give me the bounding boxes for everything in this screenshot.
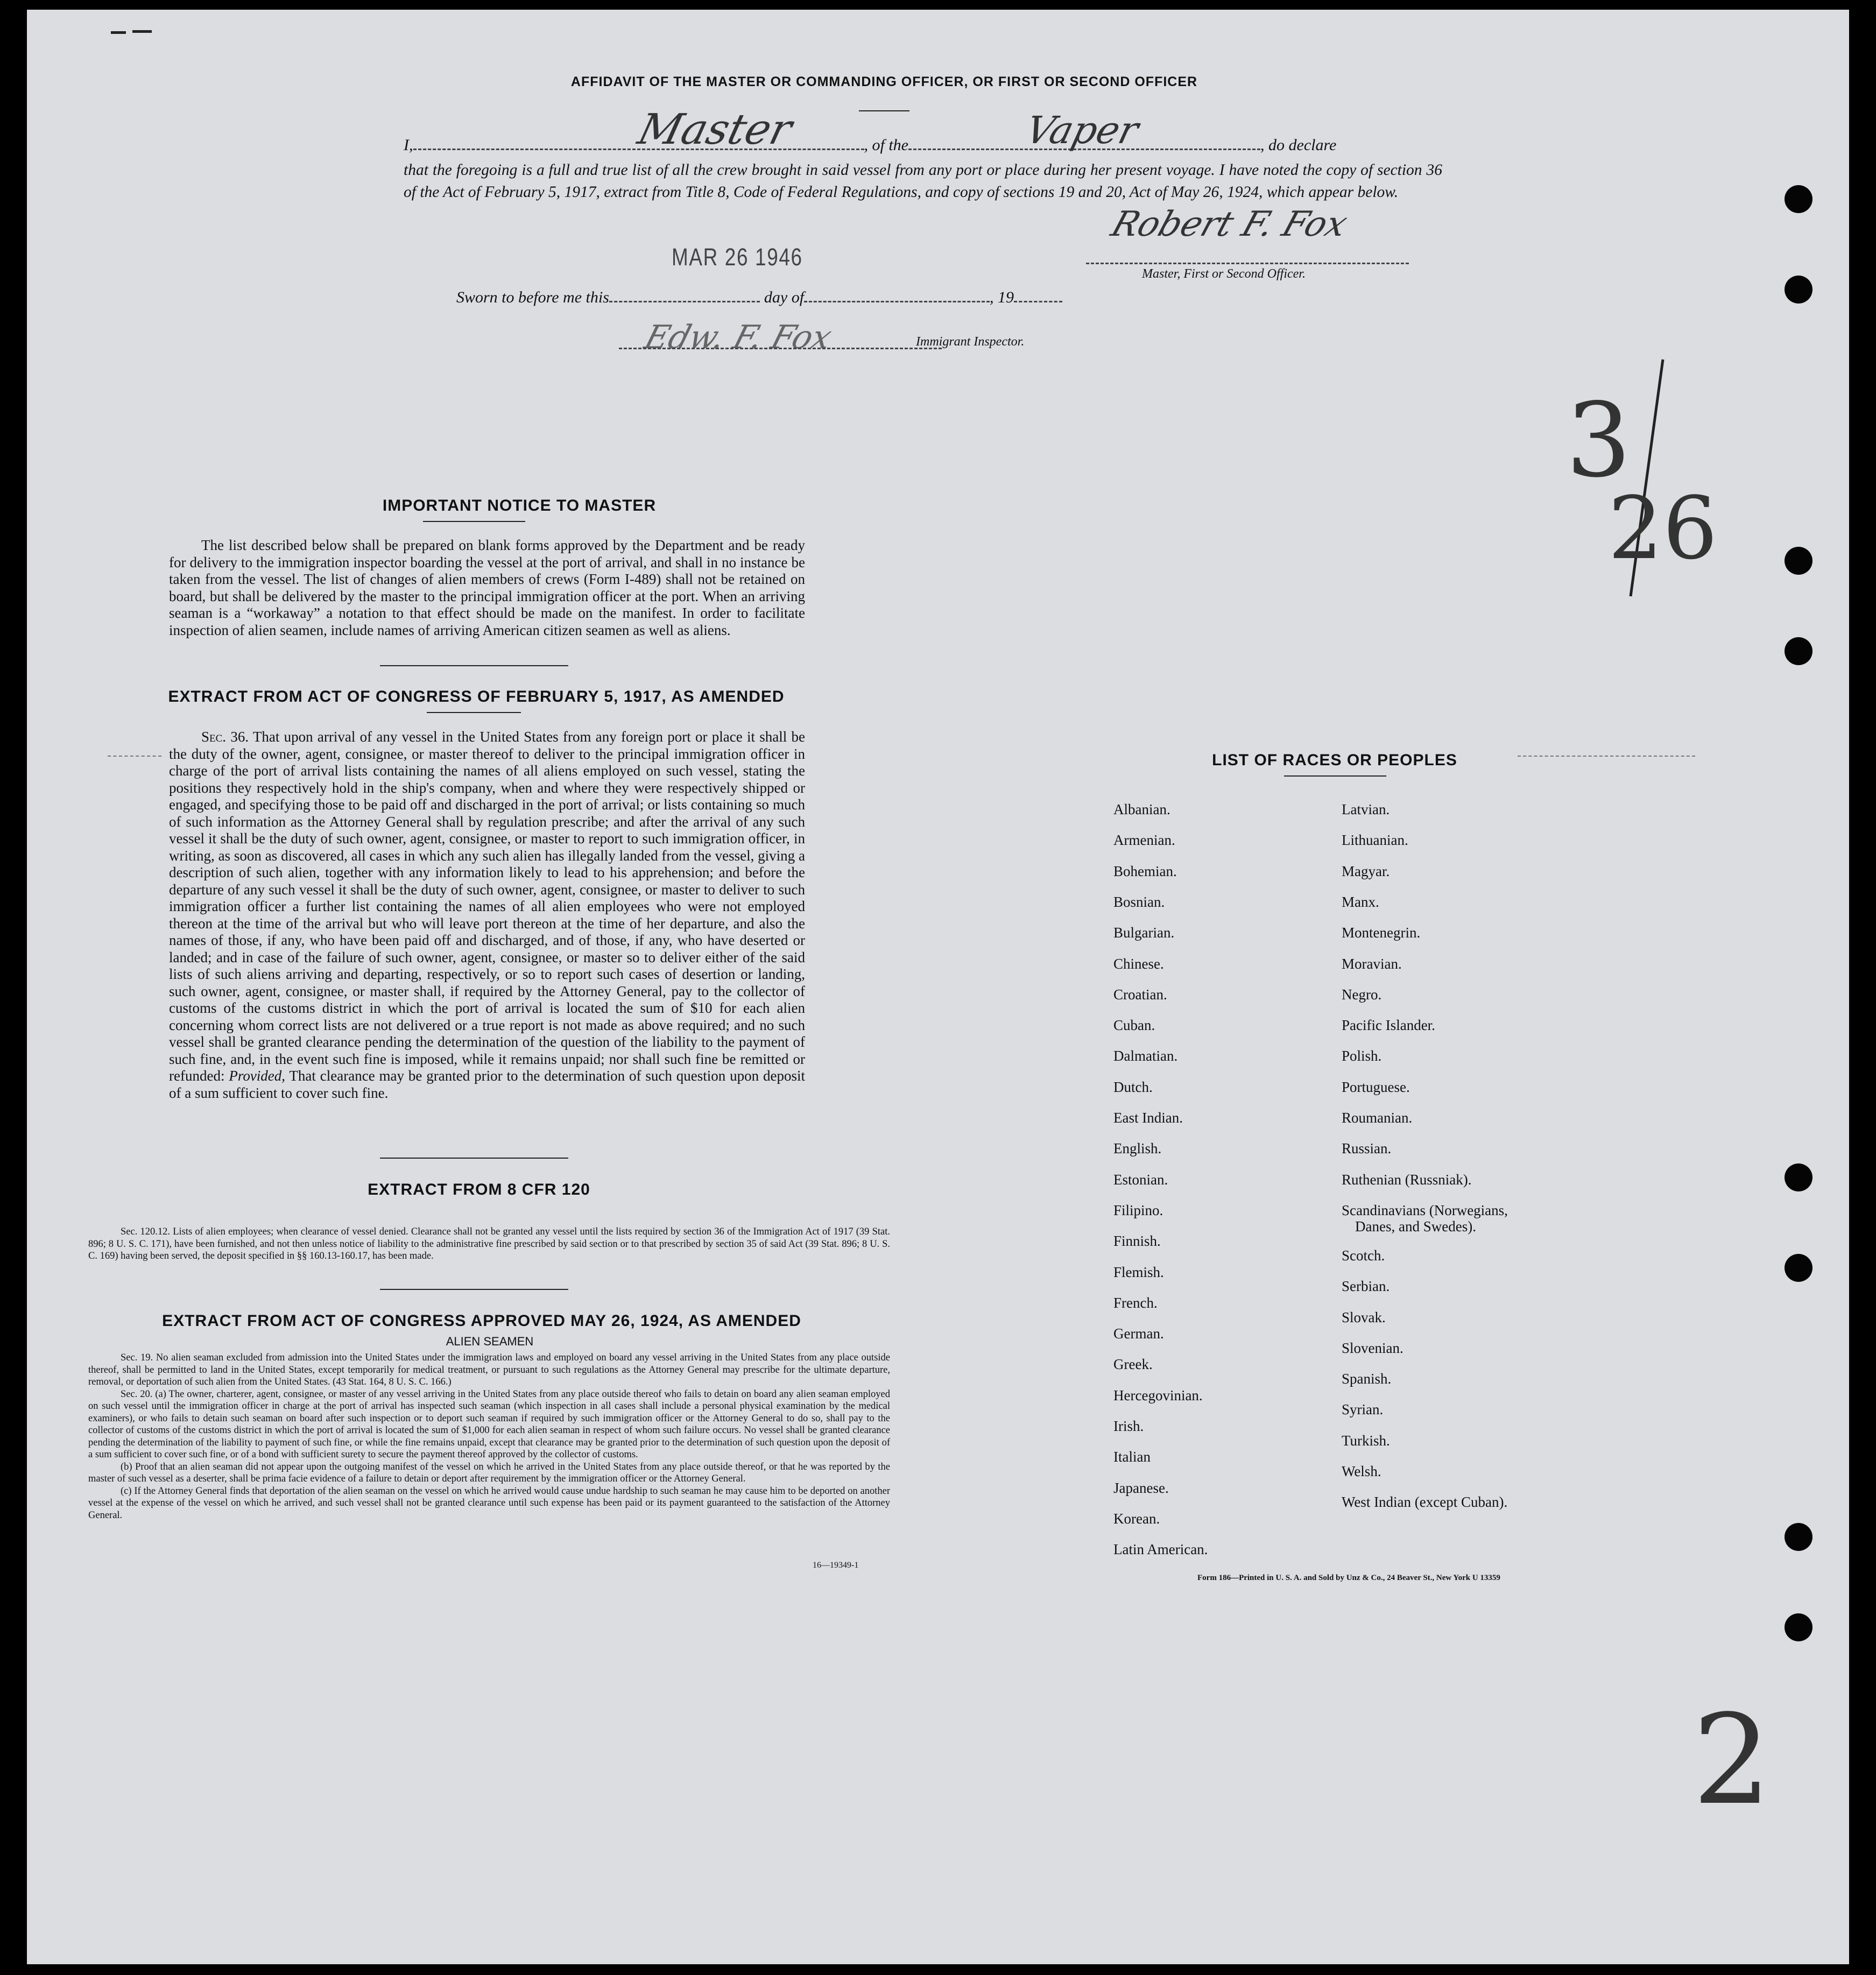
day-of-label: day of bbox=[764, 288, 805, 306]
sec-20c-paragraph: (c) If the Attorney General finds that deportation of the alien seaman on the vessel on which he arrived would cause undue hardship to such seaman he may cause him to be deported on another vessel at the expense of the vessel on which he arrived, and such vessel shall not be granted clearance until such expense has been paid or its payment guaranteed to the satisfaction of the Attorney General. bbox=[88, 1485, 890, 1521]
notice-heading: IMPORTANT NOTICE TO MASTER bbox=[382, 497, 657, 514]
handwritten-master-name: Master bbox=[633, 105, 797, 154]
race-item: Turkish. bbox=[1342, 1432, 1390, 1449]
extract-1917-end-rule bbox=[380, 1158, 568, 1159]
race-item: Lithuanian. bbox=[1342, 832, 1408, 849]
scan-mark bbox=[132, 30, 152, 33]
sworn-line bbox=[456, 288, 1118, 307]
date-stamp: MAR 26 1946 bbox=[672, 243, 803, 271]
binder-hole bbox=[1785, 1613, 1812, 1641]
race-item: Cuban. bbox=[1113, 1017, 1155, 1034]
race-item: Portuguese. bbox=[1342, 1078, 1410, 1095]
do-declare-label: , do declare bbox=[1260, 136, 1337, 154]
cfr-end-rule bbox=[380, 1289, 568, 1290]
handwritten-fraction-numerator: 3 bbox=[1566, 381, 1631, 500]
extract-1924-body bbox=[88, 1352, 890, 1521]
race-item: Greek. bbox=[1113, 1356, 1153, 1373]
cfr-body: Sec. 120.12. Lists of alien employees; when clearance of vessel denied. Clearance shall not be granted any vessel until the lists required by section 36 of the Immigration Act of 1917 (39 Stat. 896; 8 U. S. C. 171), have been furnished, and not then unless notice of liability to the administrative fine prescribed by said section or to that prescribed by section 35 of said Act (39 Stat. 896; 8 U. S. C. 169) having been served, the deposit specified in §§ 160.13-160.17, has been made. bbox=[88, 1226, 890, 1261]
extract-1917-divider bbox=[427, 712, 521, 713]
race-item: Irish. bbox=[1113, 1418, 1144, 1434]
race-item: Albanian. bbox=[1113, 801, 1170, 817]
race-item: Bohemian. bbox=[1113, 863, 1177, 879]
race-item: German. bbox=[1113, 1325, 1164, 1342]
sworn-year-field bbox=[1014, 301, 1062, 302]
race-item: Croatian. bbox=[1113, 986, 1167, 1003]
handwritten-fraction-denominator: 26 bbox=[1608, 478, 1718, 579]
sec-19-paragraph: Sec. 19. No alien seaman excluded from admission into the United States under the immigration laws and employed on board any vessel arriving in the United States from any place outside thereof, shall be permitted to land in the United States, except temporarily for medical treatment, or pursuant to such regulations as the Attorney General may prescribe for the ultimate departure, removal, or deportation of such alien from the United States. (43 Stat. 164, 8 U. S. C. 166.) bbox=[88, 1352, 890, 1387]
race-item: Flemish. bbox=[1113, 1264, 1164, 1280]
race-item: Chinese. bbox=[1113, 955, 1164, 972]
race-item: Welsh. bbox=[1342, 1463, 1381, 1479]
race-item: Manx. bbox=[1342, 893, 1379, 910]
extract-1917-body bbox=[169, 729, 805, 1102]
race-item: Bulgarian. bbox=[1113, 925, 1175, 941]
race-item: Magyar. bbox=[1342, 863, 1390, 879]
binder-hole bbox=[1785, 276, 1812, 304]
race-item: Russian. bbox=[1342, 1140, 1392, 1157]
binder-hole bbox=[1785, 1523, 1812, 1551]
race-item: Montenegrin. bbox=[1342, 925, 1421, 941]
race-item: Slovenian. bbox=[1342, 1339, 1404, 1356]
race-item: Japanese. bbox=[1113, 1479, 1169, 1496]
sec-20b-paragraph: (b) Proof that an alien seaman did not appear upon the outgoing manifest of the vessel on which he arrived in the United States from any place outside thereof, or that he was reported by the master of such vessel as a deserter, shall be prima facie evidence of a failure to detain or deport after requirement by the immigration officer or the Attorney General. bbox=[88, 1461, 890, 1484]
cfr-heading: EXTRACT FROM 8 CFR 120 bbox=[368, 1181, 590, 1198]
inspector-caption: Immigrant Inspector. bbox=[916, 335, 1025, 349]
race-item: East Indian. bbox=[1113, 1110, 1183, 1126]
race-item: Italian bbox=[1113, 1449, 1151, 1465]
race-item: Armenian. bbox=[1113, 832, 1175, 849]
race-item: Bosnian. bbox=[1113, 893, 1165, 910]
title-divider bbox=[859, 110, 909, 111]
race-item: Roumanian. bbox=[1342, 1110, 1413, 1126]
race-item: Filipino. bbox=[1113, 1202, 1163, 1218]
race-item: Latin American. bbox=[1113, 1541, 1208, 1558]
sworn-label: Sworn to before me this bbox=[456, 288, 609, 306]
races-divider bbox=[1284, 775, 1386, 777]
race-item: Latvian. bbox=[1342, 801, 1390, 817]
binder-hole bbox=[1785, 185, 1812, 213]
affidavit-body: that the foregoing is a full and true list of all the crew brought in said vessel from any port or place during her present voyage. I have noted the copy of section 36 of the Act of February 5, 1917, extract from Title 8, Code of Federal Regulations, and copy of sections 19 and 20, Act of May 26, 1924, which appear below. bbox=[404, 161, 1442, 201]
race-item: Ruthenian (Russniak). bbox=[1342, 1171, 1472, 1188]
sworn-month-field bbox=[804, 301, 990, 302]
race-item: Negro. bbox=[1342, 986, 1382, 1003]
race-item: Dutch. bbox=[1113, 1078, 1153, 1095]
race-item: Scandinavians (Norwegians, bbox=[1342, 1202, 1508, 1218]
inspector-signature: Edw. F. Fox bbox=[640, 319, 836, 356]
form-code: 16—19349-1 bbox=[813, 1561, 859, 1570]
extract-1924-heading: EXTRACT FROM ACT OF CONGRESS APPROVED MAY 26, 1924, AS AMENDED bbox=[162, 1312, 801, 1330]
handwritten-vessel-name: Vaper bbox=[1021, 108, 1143, 152]
race-item: Serbian. bbox=[1342, 1278, 1390, 1295]
sec-36-label: Sec. 36. bbox=[201, 729, 249, 745]
handwritten-page-number: 2 bbox=[1692, 1689, 1772, 1832]
master-signature: Robert F. Fox bbox=[1106, 204, 1352, 244]
provided-label: Provided, bbox=[229, 1068, 286, 1084]
race-item: Dalmatian. bbox=[1113, 1048, 1178, 1064]
race-item: French. bbox=[1113, 1294, 1158, 1311]
sworn-day-field bbox=[609, 301, 760, 302]
race-item: Moravian. bbox=[1342, 955, 1402, 972]
binder-hole bbox=[1785, 637, 1812, 665]
provided-text: That clearance may be granted prior to the determination of such question upon deposit of a sum sufficient to cover such fine. bbox=[169, 1068, 805, 1101]
extract-1924-subheading: ALIEN SEAMEN bbox=[446, 1335, 534, 1348]
signature-line bbox=[1086, 263, 1409, 264]
printer-line: Form 186—Printed in U. S. A. and Sold by Unz & Co., 24 Beaver St., New York U 13359 bbox=[1197, 1574, 1500, 1582]
notice-end-rule bbox=[380, 665, 568, 666]
document-page bbox=[27, 10, 1849, 1964]
binder-hole bbox=[1785, 1163, 1812, 1191]
signature-caption: Master, First or Second Officer. bbox=[1142, 267, 1306, 281]
sec-36-text: That upon arrival of any vessel in the United States from any foreign port or place it shall be the duty of the owner, agent, consignee, or master thereof to deliver to the principal immigration officer in charge of the port of arrival lists containing the names of all aliens employed on such vessel, stating the positions they respectively hold in the ship's company, when and where they were respectively shipped or engaged, and specifying those to be paid off and discharged in the port of arrival; or lists containing so much of such information as the Attorney General shall by regulation prescribe; and after the arrival of any such vessel it shall be the duty of such owner, agent, consignee, or master to report to such immigration officer, in writing, as soon as discovered, all cases in which any such alien has illegally landed from the vessel, giving a description of such alien, together with any information likely to lead to his apprehension; and before the departure of any such vessel it shall be the duty of such owner, agent, consignee, or master to deliver to such immigration officer a further list containing the names of all alien employees who were not employed thereon at the time of the arrival but who will leave port thereon at the time of her departure, and also the names of those, if any, who have been paid off and discharged, and of those, if any, who have deserted or landed; and in case of the failure of such owner, agent, consignee, or master so to deliver either of the said lists of such aliens arriving and departing, respectively, or so to report such cases of desertion or landing, such owner, agent, consignee, or master shall, if required by the Attorney General, pay to the collector of customs of the customs district in which the port of arrival is located the sum of $10 for each alien concerning whom correct lists are not delivered or a true report is not made as above required; and no such vessel shall be granted clearance pending the determination of the question of the liability to the payment of such fine, and, in the event such fine is imposed, while it remains unpaid; nor shall such fine be remitted or refunded: bbox=[169, 729, 806, 1084]
race-item: English. bbox=[1113, 1140, 1162, 1157]
race-item: West Indian (except Cuban). bbox=[1342, 1494, 1508, 1511]
race-item-continuation: Danes, and Swedes). bbox=[1355, 1218, 1476, 1235]
of-the-label: , of the bbox=[864, 136, 908, 154]
affidavit-title: AFFIDAVIT OF THE MASTER OR COMMANDING OFFICER, OR FIRST OR SECOND OFFICER bbox=[570, 74, 1198, 89]
race-item: Finnish. bbox=[1113, 1233, 1161, 1250]
declaration-line bbox=[404, 136, 1442, 154]
scan-mark bbox=[1518, 756, 1695, 757]
binder-hole bbox=[1785, 547, 1812, 575]
i-label: I, bbox=[404, 136, 413, 154]
race-item: Korean. bbox=[1113, 1510, 1160, 1527]
race-item: Slovak. bbox=[1342, 1309, 1386, 1325]
race-item: Estonian. bbox=[1113, 1171, 1168, 1188]
race-item: Polish. bbox=[1342, 1048, 1382, 1064]
scan-mark bbox=[111, 31, 126, 34]
race-item: Hercegovinian. bbox=[1113, 1387, 1203, 1403]
race-item: Pacific Islander. bbox=[1342, 1017, 1435, 1034]
notice-divider bbox=[423, 521, 525, 522]
sec-20a-paragraph: Sec. 20. (a) The owner, charterer, agent, consignee, or master of any vessel arriving in the United States from any place outside thereof who fails to detain on board any alien seaman employed on such vessel until the immigration officer in charge at the port of arrival has inspected such seaman (which inspection in all cases shall include a personal physical examination by the medical examiners), or who fails to detain such seaman on board after such inspection or to deport such seaman if required by such immigration officer or the Attorney General to do so, shall pay to the collector of customs of the customs district in which the port of arrival is located the sum of $1,000 for each alien seaman in respect of whom such failure occurs. No vessel shall be granted clearance pending the determination of the liability to payment of such fine, or while the fine remains unpaid, except that clearance may be granted prior to the determination of such question upon the deposit of a sum sufficient to cover such fine, or of a bond with sufficient surety to secure the payment thereof approved by the collector of customs. bbox=[88, 1388, 890, 1460]
race-item: Scotch. bbox=[1342, 1247, 1385, 1264]
extract-1917-heading: EXTRACT FROM ACT OF CONGRESS OF FEBRUARY 5, 1917, AS AMENDED bbox=[168, 688, 785, 706]
inspector-line bbox=[619, 348, 942, 349]
binder-hole bbox=[1785, 1254, 1812, 1282]
race-item: Syrian. bbox=[1342, 1401, 1384, 1418]
notice-body: The list described below shall be prepared on blank forms approved by the Department and be ready for delivery to the immigration inspector boarding the vessel at the port of arrival, and shall in no instance be taken from the vessel. The list of changes of alien members of crews (Form I-489) shall not be retained on board, but shall be delivered by the master to the principal immigration officer at the port. When an arriving seaman is a “workaway” a notation to that effect should be made on the manifest. In order to facilitate inspection of alien seamen, include names of arriving American citizen seamen as well as aliens. bbox=[169, 537, 805, 638]
scan-mark bbox=[108, 756, 161, 757]
race-item: Spanish. bbox=[1342, 1371, 1392, 1387]
year-label: , 19 bbox=[990, 288, 1014, 306]
races-heading: LIST OF RACES OR PEOPLES bbox=[1212, 751, 1457, 769]
